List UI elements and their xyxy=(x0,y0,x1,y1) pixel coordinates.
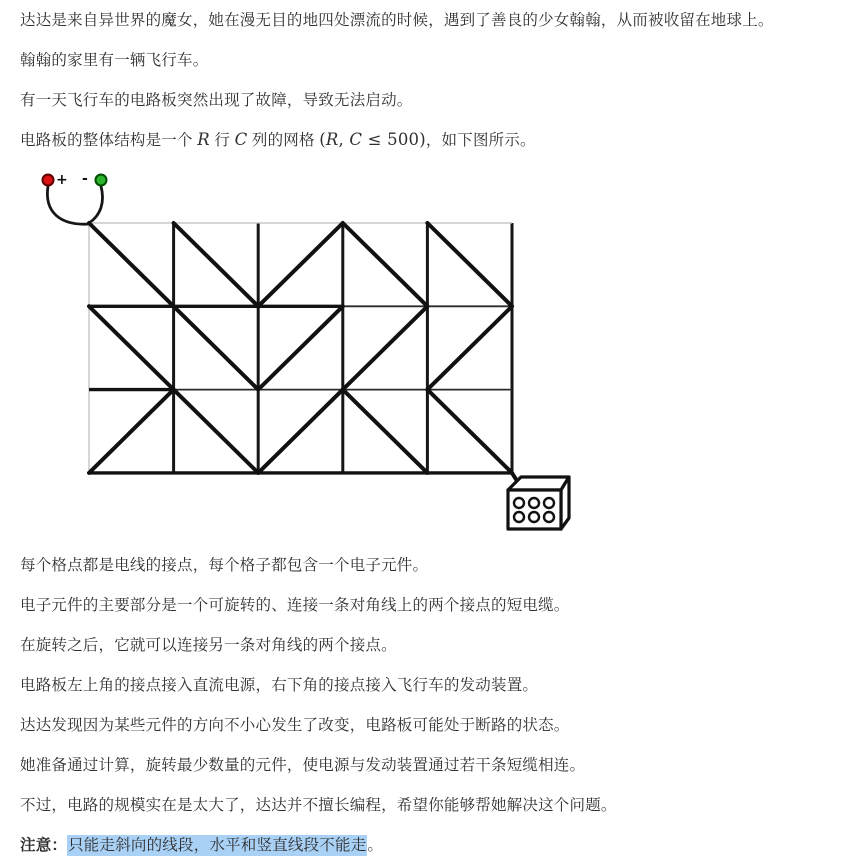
paragraph-backstory: 达达是来自异世界的魔女，她在漫无目的地四处漂流的时候，遇到了善良的少女翰翰，从而被收留在地球上。 xyxy=(20,12,774,29)
diagonal-cable xyxy=(89,306,174,389)
diagonal-cable xyxy=(258,223,343,306)
math-constraint-C: C xyxy=(349,130,363,149)
note-label: 注意 xyxy=(20,837,52,854)
diagonal-cable xyxy=(427,306,512,389)
positive-terminal-icon xyxy=(43,175,54,186)
negative-wire xyxy=(89,186,103,223)
math-comma: , xyxy=(338,130,350,149)
positive-wire xyxy=(47,186,90,224)
paragraph-component-cable: 电子元件的主要部分是一个可旋转的、连接一条对角线上的两个接点的短电缆。 xyxy=(20,597,570,614)
diagonal-cable xyxy=(427,390,512,473)
diagonal-cable xyxy=(258,390,343,473)
note-tail: 。 xyxy=(367,837,384,854)
paragraph-junctions: 每个格点都是电线的接点，每个格子都包含一个电子元件。 xyxy=(20,557,429,574)
diagonal-cable xyxy=(427,223,512,306)
diagonal-cable xyxy=(89,390,174,473)
math-constraint-R: R xyxy=(325,130,339,149)
motor-hole-icon xyxy=(514,512,524,522)
math-var-C: C xyxy=(234,130,248,149)
diagonal-cable xyxy=(174,390,259,473)
diagonal-cable xyxy=(343,223,428,306)
circuit-board-figure xyxy=(20,170,827,543)
paragraph-help-request: 不过，电路的规模实在是太大了，达达并不擅长编程，希望你能够帮她解决这个问题。 xyxy=(20,797,617,814)
math-var-R: R xyxy=(197,130,210,149)
paragraph-connections: 电路板左上角的接点接入直流电源，右下角的接点接入飞行车的发动装置。 xyxy=(20,677,539,694)
math-constraint-bound: ≤ 500) xyxy=(362,130,426,149)
motor-top-face xyxy=(508,477,569,490)
note-colon: ： xyxy=(51,837,68,854)
plus-label: + xyxy=(56,172,68,188)
motor-hole-icon xyxy=(529,498,539,508)
circuit-board-diagram xyxy=(20,170,600,543)
grid-structure-text-3: 列的网格 xyxy=(247,132,320,149)
paragraph-fault: 有一天飞行车的电路板突然出现了故障，导致无法启动。 xyxy=(20,92,413,109)
paragraph-rotation: 在旋转之后，它就可以连接另一条对角线的两个接点。 xyxy=(20,637,397,654)
circuit-grid xyxy=(89,223,512,473)
paragraph-note xyxy=(20,835,827,856)
diagonal-cable xyxy=(174,306,259,389)
motor-hole-icon xyxy=(529,512,539,522)
grid-structure-text-2: 行 xyxy=(209,132,235,149)
paragraph-broken-state: 达达发现因为某些元件的方向不小心发生了改变，电路板可能处于断路的状态。 xyxy=(20,717,570,734)
grid-structure-text-4: ，如下图所示。 xyxy=(425,132,536,149)
paragraph-goal: 她准备通过计算，旋转最少数量的元件，使电源与发动装置通过若干条短缆相连。 xyxy=(20,757,586,774)
motor-hole-icon xyxy=(544,498,554,508)
paragraph-grid-structure xyxy=(20,130,827,151)
motor-icon xyxy=(508,473,569,529)
diagonal-cable xyxy=(258,306,343,389)
motor-hole-icon xyxy=(514,498,524,508)
negative-terminal-icon xyxy=(96,175,107,186)
diagonal-cable xyxy=(343,390,428,473)
diagonal-cable xyxy=(89,223,174,306)
math-paren-open: ( xyxy=(319,130,326,149)
motor-hole-icon xyxy=(544,512,554,522)
paragraph-flying-car: 翰翰的家里有一辆飞行车。 xyxy=(20,52,209,69)
highlighted-note-text: 只能走斜向的线段，水平和竖直线段不能走 xyxy=(68,837,367,854)
diagonal-cable xyxy=(174,223,259,306)
grid-structure-text-1: 电路板的整体结构是一个 xyxy=(20,132,198,149)
minus-label: - xyxy=(82,171,88,187)
diagonal-cable xyxy=(343,306,428,389)
